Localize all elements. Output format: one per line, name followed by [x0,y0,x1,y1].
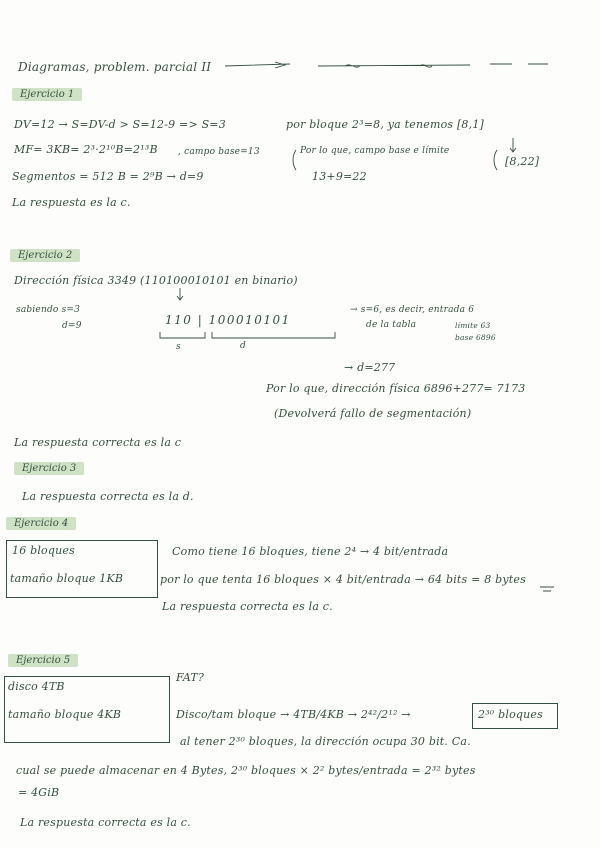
ex2-s-label: s [176,342,181,352]
ex4-box-line1: 16 bloques [12,544,75,557]
ex2-tabla: de la tabla [366,320,417,330]
ex4-box-line2: tamaño bloque 1KB [10,572,124,585]
ex1-line3c: [8,22] [505,155,540,168]
ex2-porloque: Por lo que, dirección física 6896+277= 7173 [266,382,526,395]
ex5-line3: cual se puede almacenar en 4 Bytes, 2³⁰ bloques × 2² bytes/entrada = 2³² bytes [16,764,476,777]
ex1-line3b: 13+9=22 [312,170,367,183]
ex5-heading: Ejercicio 5 [8,654,78,667]
ex2-answer: La respuesta correcta es la c [14,436,182,449]
ex4-line2: por lo que tenta 16 bloques × 4 bit/entrada → 64 bits = 8 bytes [160,573,526,586]
ex1-line1b: por bloque 2³=8, ya tenemos [8,1] [286,118,485,131]
ex2-bits: 110 | 100010101 [165,313,291,327]
ex2-heading: Ejercicio 2 [10,249,80,262]
ex1-line2: MF= 3KB= 2³·2¹⁰B=2¹³B [14,143,158,156]
ex5-fat: FAT? [176,671,205,684]
ex5-box-line1: disco 4TB [8,680,65,693]
ex5-line4: = 4GiB [18,786,60,799]
ex1-line1: DV=12 → S=DV-d > S=12-9 => S=3 [14,118,226,131]
ex4-answer: La respuesta correcta es la c. [162,600,333,613]
ex1-line2b: , campo base=13 [178,147,260,157]
ex5-answer: La respuesta correcta es la c. [20,816,191,829]
ex5-line1: Disco/tam bloque → 4TB/4KB → 2⁴²/2¹² → [176,708,411,721]
ex4-line1: Como tiene 16 bloques, tiene 2⁴ → 4 bit/entrada [172,545,449,558]
ex2-direccion: Dirección física 3349 (110100010101 en binario) [14,274,298,287]
ex1-line3: Segmentos = 512 B = 2⁹B → d=9 [12,170,204,183]
ex2-d277: → d=277 [344,361,396,374]
ex3-answer: La respuesta correcta es la d. [22,490,194,503]
ex3-heading: Ejercicio 3 [14,462,84,475]
ex2-s6: → s=6, es decir, entrada 6 [350,305,475,315]
ex5-line2: al tener 2³⁰ bloques, la dirección ocupa 30 bit. Ca. [180,735,471,748]
page-title: Diagramas, problem. parcial II [18,60,212,74]
ex2-sabiendo: sabiendo s=3 [16,305,81,315]
ex1-answer: La respuesta es la c. [12,196,131,209]
ex1-heading: Ejercicio 1 [12,88,82,101]
ex5-box-line2: tamaño bloque 4KB [8,708,122,721]
ex2-d9: d=9 [62,321,82,331]
ex2-d-label: d [240,341,246,351]
ex5-boxed-result: 2³⁰ bloques [478,708,543,721]
ex2-limite: límite 63 [455,321,491,330]
ex4-heading: Ejercicio 4 [6,517,76,530]
ex2-fallo: (Devolverá fallo de segmentación) [274,407,472,420]
ex2-base: base 6896 [455,333,496,342]
ex1-line2c: Por lo que, campo base e límite [300,146,450,156]
